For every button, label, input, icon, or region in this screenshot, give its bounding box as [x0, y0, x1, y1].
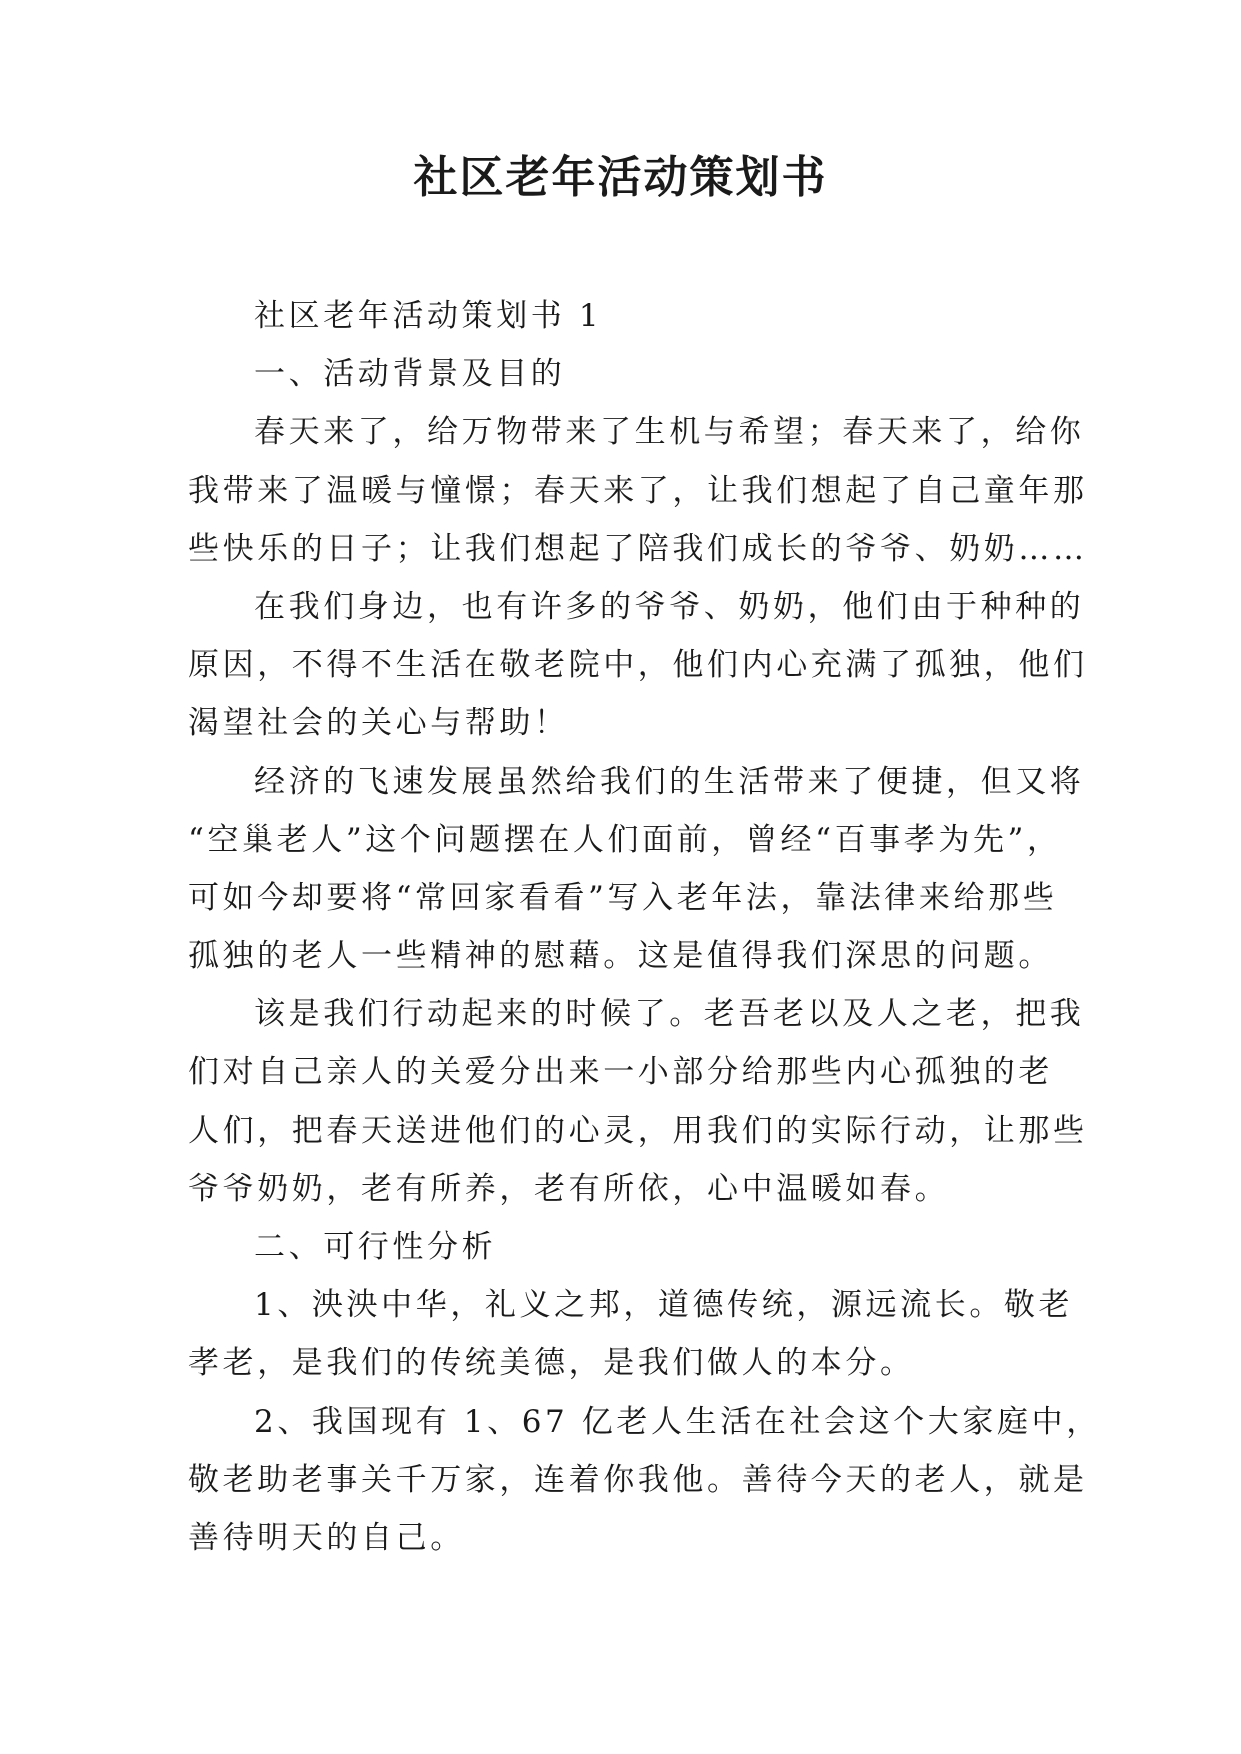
text-line: 些快乐的日子；让我们想起了陪我们成长的爷爷、奶奶……	[188, 530, 1088, 567]
text-line: 渴望社会的关心与帮助！	[188, 705, 569, 742]
text-line: 爷爷奶奶，老有所养，老有所依，心中温暖如春。	[188, 1170, 950, 1207]
document-body	[188, 287, 1101, 1567]
text-line: 善待明天的自己。	[188, 1519, 465, 1556]
text-line: 孝老，是我们的传统美德，是我们做人的本分。	[188, 1345, 915, 1382]
text-line: 们对自己亲人的关爱分出来一小部分给那些内心孤独的老	[188, 1054, 1053, 1091]
text-line: 我带来了温暖与憧憬；春天来了，让我们想起了自己童年那	[188, 472, 1088, 509]
text-line: 经济的飞速发展虽然给我们的生活带来了便捷，但又将	[254, 763, 1085, 800]
document-title: 社区老年活动策划书	[413, 152, 828, 203]
text-line: “空巢老人”这个问题摆在人们面前，曾经“百事孝为先”，	[188, 821, 1062, 858]
text-line: 敬老助老事关千万家，连着你我他。善待今天的老人，就是	[188, 1461, 1088, 1498]
text-line: 孤独的老人一些精神的慰藉。这是值得我们深思的问题。	[188, 938, 1053, 975]
text-line: 春天来了，给万物带来了生机与希望；春天来了，给你	[254, 414, 1085, 451]
text-line: 二、可行性分析	[254, 1229, 497, 1265]
text-line: 社区老年活动策划书 1	[254, 298, 603, 334]
text-line: 在我们身边，也有许多的爷爷、奶奶，他们由于种种的	[254, 588, 1085, 625]
text-line: 该是我们行动起来的时候了。老吾老以及人之老，把我	[254, 996, 1085, 1033]
text-line: 1、泱泱中华，礼义之邦，道德传统，源远流长。敬老	[254, 1287, 1074, 1324]
text-line: 可如今却要将“常回家看看”写入老年法，靠法律来给那些	[188, 879, 1058, 916]
text-line: 人们，把春天送进他们的心灵，用我们的实际行动，让那些	[188, 1112, 1088, 1149]
text-line: 一、活动背景及目的	[254, 356, 566, 393]
text-line: 2、我国现有 1、67 亿老人生活在社会这个大家庭中，	[254, 1403, 1101, 1440]
text-line: 原因，不得不生活在敬老院中，他们内心充满了孤独，他们	[188, 647, 1088, 684]
